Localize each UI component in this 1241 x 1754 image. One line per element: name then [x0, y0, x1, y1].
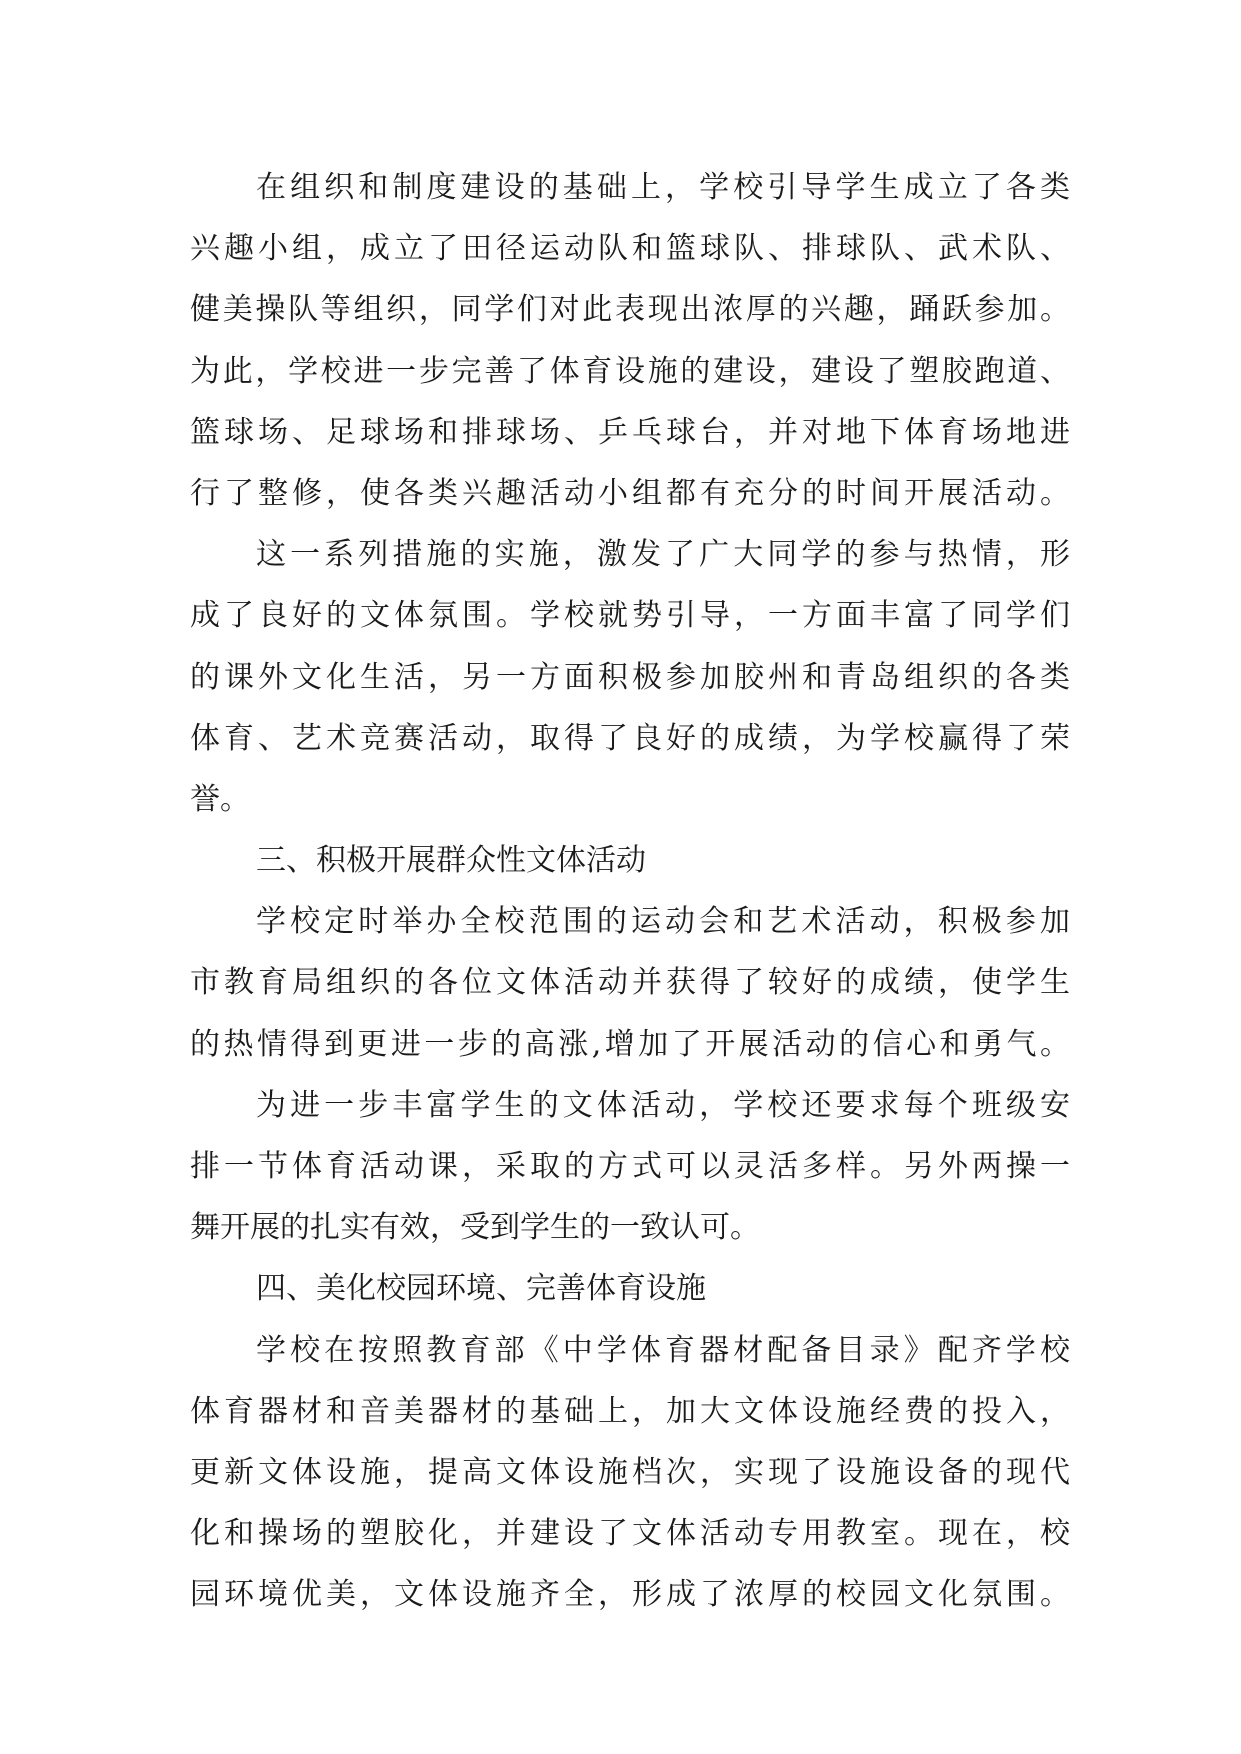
text-line: 的热情得到更进一步的高涨,增加了开展活动的信心和勇气。: [190, 1026, 1070, 1062]
text-line: 排一节体育活动课，采取的方式可以灵活多样。另外两操一: [190, 1149, 1070, 1184]
section-heading: [190, 830, 1070, 891]
text-line: 体育器材和音美器材的基础上，加大文体设施经费的投入，: [190, 1393, 1070, 1429]
text-line: 体育、艺术竞赛活动，取得了良好的成绩，为学校赢得了荣: [190, 720, 1070, 756]
text-line: 这一系列措施的实施，激发了广大同学的参与热情，形: [256, 537, 1070, 573]
text-line: 舞开展的扎实有效，受到学生的一致认可。: [190, 1210, 760, 1246]
text-line: 为此，学校进一步完善了体育设施的建设，建设了塑胶跑道、: [190, 353, 1070, 389]
heading-text: 四、美化校园环境、完善体育设施: [256, 1271, 706, 1307]
section-heading: [190, 1258, 1070, 1319]
text-line: 兴趣小组，成立了田径运动队和篮球队、排球队、武术队、: [190, 231, 1070, 267]
body-paragraph: [190, 1075, 1070, 1259]
text-line: 为进一步丰富学生的文体活动，学校还要求每个班级安: [256, 1087, 1070, 1123]
text-line: 市教育局组织的各位文体活动并获得了较好的成绩，使学生: [190, 965, 1070, 1001]
text-line: 誉。: [190, 781, 250, 817]
body-paragraph: [190, 524, 1070, 830]
text-line: 的课外文化生活，另一方面积极参加胶州和青岛组织的各类: [190, 659, 1070, 695]
body-paragraph: [190, 157, 1070, 524]
text-line: 健美操队等组织，同学们对此表现出浓厚的兴趣，踊跃参加。: [190, 292, 1070, 328]
text-line: 学校在按照教育部《中学体育器材配备目录》配齐学校: [256, 1332, 1070, 1368]
text-line: 成了良好的文体氛围。学校就势引导，一方面丰富了同学们: [190, 598, 1070, 634]
body-paragraph: [190, 1320, 1070, 1626]
text-line: 更新文体设施，提高文体设施档次，实现了设施设备的现代: [190, 1454, 1070, 1490]
body-paragraph: [190, 891, 1070, 1075]
text-line: 园环境优美，文体设施齐全，形成了浓厚的校园文化氛围。: [190, 1577, 1070, 1613]
text-line: 篮球场、足球场和排球场、乒乓球台，并对地下体育场地进: [190, 414, 1070, 450]
text-line: 在组织和制度建设的基础上，学校引导学生成立了各类: [256, 170, 1070, 205]
heading-text: 三、积极开展群众性文体活动: [256, 843, 646, 879]
text-line: 学校定时举办全校范围的运动会和艺术活动，积极参加: [256, 904, 1070, 940]
text-line: 行了整修，使各类兴趣活动小组都有充分的时间开展活动。: [190, 475, 1070, 511]
document-body: [190, 157, 1070, 1626]
text-line: 化和操场的塑胶化，并建设了文体活动专用教室。现在，校: [190, 1516, 1070, 1552]
